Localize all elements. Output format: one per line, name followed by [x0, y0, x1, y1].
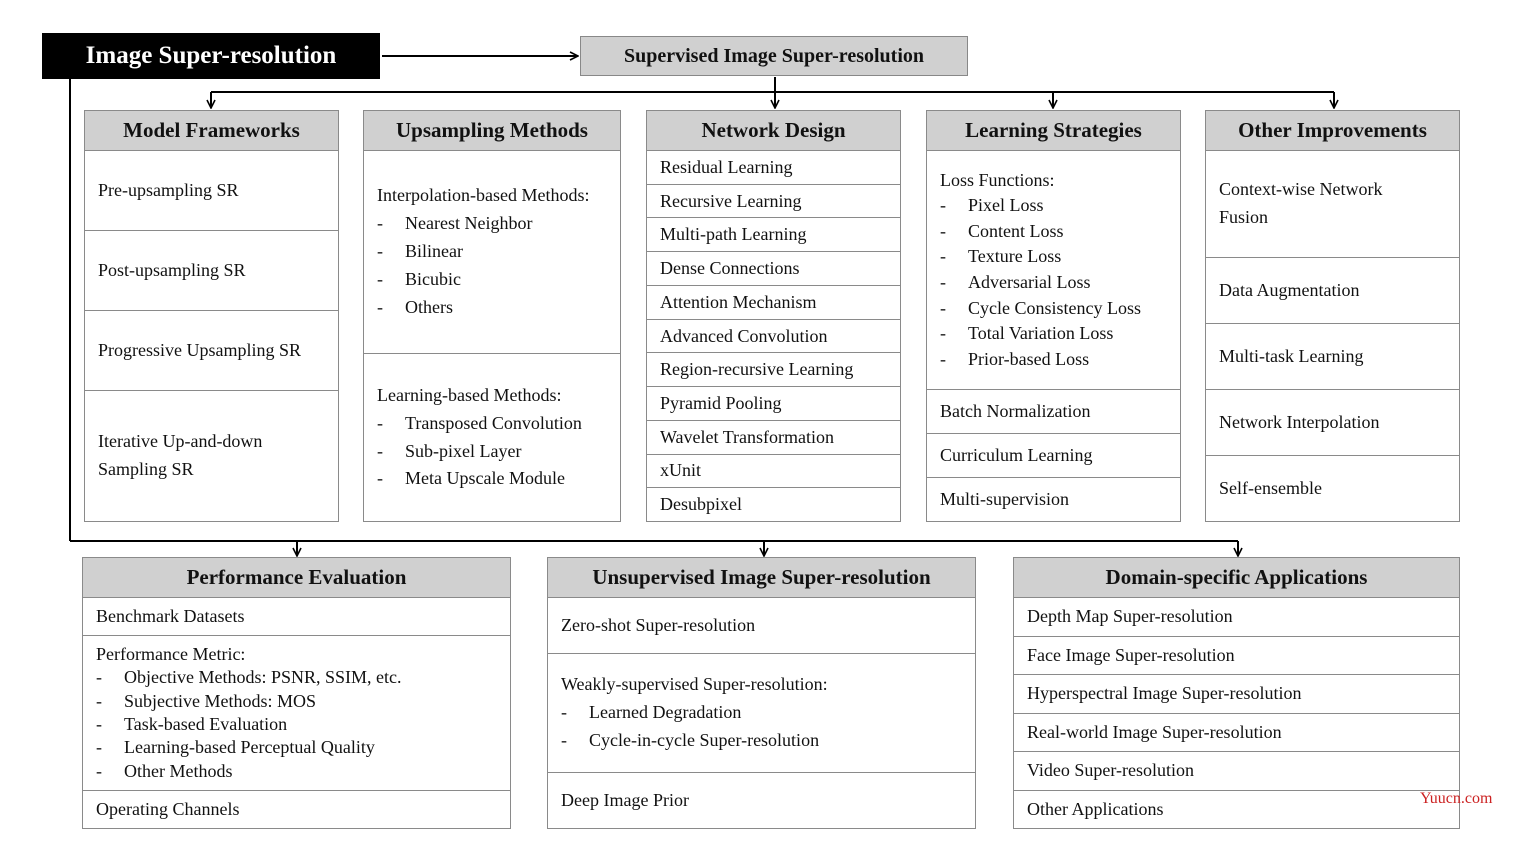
list-item — [1014, 675, 1459, 714]
supervised-title: Supervised Image Super-resolution — [623, 44, 925, 67]
dash-glyph: - — [96, 690, 102, 711]
list-item — [1206, 258, 1459, 324]
list-item — [647, 488, 900, 521]
item-label: Pixel Loss — [968, 195, 1044, 216]
list-item — [548, 654, 975, 773]
bullet-item — [96, 760, 510, 783]
dash-glyph: - — [940, 272, 946, 292]
item-label: Objective Methods: PSNR, SSIM, etc. — [124, 667, 402, 688]
panel-header: Performance Evaluation — [83, 558, 510, 598]
item-label: Face Image Super-resolution — [1027, 644, 1235, 665]
list-item — [927, 390, 1180, 434]
item-label: Depth Map Super-resolution — [1027, 606, 1233, 627]
dash-glyph: - — [377, 296, 383, 317]
item-label: Zero-shot Super-resolution — [561, 615, 756, 635]
item-label: Recursive Learning — [660, 190, 802, 211]
dash-glyph: - — [96, 714, 102, 734]
item-label: Multi-path Learning — [660, 224, 807, 245]
list-item — [83, 636, 510, 791]
panel-header: Unsupervised Image Super-resolution — [548, 558, 975, 598]
dash-glyph: - — [96, 667, 102, 688]
item-label: Nearest Neighbor — [405, 213, 533, 234]
item-label: Advanced Convolution — [660, 325, 828, 346]
bullet-item — [96, 736, 510, 759]
list-item — [85, 231, 338, 311]
panel-header: Network Design — [647, 111, 900, 151]
list-item — [83, 598, 510, 636]
dash-glyph: - — [940, 297, 946, 318]
bullet-item — [377, 294, 620, 322]
dash-glyph: - — [377, 440, 383, 461]
item-label: Learned Degradation — [589, 702, 742, 723]
list-item — [1014, 598, 1459, 637]
item-label: Cycle-in-cycle Super-resolution — [589, 729, 820, 750]
list-item — [1014, 714, 1459, 753]
list-item — [1206, 390, 1459, 456]
dash-glyph: - — [377, 268, 383, 289]
item-label: Dense Connections — [660, 258, 800, 279]
dash-glyph: - — [96, 760, 102, 781]
item-label: Cycle Consistency Loss — [968, 297, 1141, 318]
item-label: Content Loss — [968, 220, 1064, 241]
watermark: Yuucn.com — [1420, 790, 1493, 807]
item-label: Post-upsampling SR — [98, 260, 246, 280]
item-label: Prior-based Loss — [968, 348, 1090, 369]
item-label: Wavelet Transformation — [660, 426, 835, 447]
item-label: Transposed Convolution — [405, 412, 582, 433]
dash-glyph: - — [940, 195, 946, 216]
list-item — [647, 252, 900, 286]
dash-glyph: - — [940, 323, 946, 344]
dash-glyph: - — [561, 729, 567, 750]
item-label: Bilinear — [405, 241, 463, 262]
bullet-item — [940, 270, 1180, 296]
dash-glyph: - — [377, 241, 383, 262]
panel-header: Model Frameworks — [85, 111, 338, 151]
list-item — [1014, 791, 1459, 829]
item-label: Pyramid Pooling — [660, 393, 782, 413]
item-label: Learning-based Perceptual Quality — [124, 737, 375, 758]
item-label: Multi-task Learning — [1219, 346, 1364, 366]
dash-glyph: - — [377, 213, 383, 234]
list-item — [85, 151, 338, 231]
supervised-node — [580, 36, 968, 76]
item-label: xUnit — [660, 460, 702, 481]
panel-header: Learning Strategies — [927, 111, 1180, 151]
group-heading: Learning-based Methods: — [377, 384, 562, 405]
item-label: Network Interpolation — [1219, 412, 1380, 432]
item-label: Meta Upscale Module — [405, 468, 565, 489]
list-item — [927, 434, 1180, 478]
group-heading: Interpolation-based Methods: — [377, 185, 590, 206]
list-item — [85, 311, 338, 391]
learning-strategies-panel — [926, 110, 1181, 522]
group-heading: Performance Metric: — [96, 643, 246, 664]
bullet-item — [377, 210, 620, 238]
item-label: Texture Loss — [968, 246, 1062, 267]
bullet-item — [377, 438, 620, 466]
list-item — [647, 455, 900, 489]
item-label: Data Augmentation — [1219, 280, 1360, 300]
bullet-item — [96, 666, 510, 689]
list-item — [927, 478, 1180, 521]
dash-glyph: - — [96, 737, 102, 758]
bullet-item — [377, 266, 620, 294]
item-label: Others — [405, 296, 453, 317]
item-label: Adversarial Loss — [968, 272, 1091, 292]
list-item — [1206, 151, 1459, 258]
bullet-item — [96, 713, 510, 736]
item-label: Hyperspectral Image Super-resolution — [1027, 683, 1302, 704]
list-item — [647, 151, 900, 185]
bullet-item — [377, 238, 620, 266]
item-label: Operating Channels — [96, 799, 240, 819]
list-item — [927, 151, 1180, 390]
list-item — [548, 773, 975, 828]
bullet-item — [96, 690, 510, 713]
item-label: Self-ensemble — [1219, 478, 1322, 498]
list-item — [85, 391, 338, 521]
list-item — [647, 320, 900, 354]
item-label: Pre-upsampling SR — [98, 180, 239, 200]
dash-glyph: - — [940, 220, 946, 241]
list-item — [1206, 456, 1459, 521]
bullet-item — [940, 321, 1180, 347]
dash-glyph: - — [940, 246, 946, 267]
root-node — [42, 33, 380, 79]
item-label: Total Variation Loss — [968, 323, 1114, 344]
bullet-item — [377, 465, 620, 493]
item-label: Task-based Evaluation — [124, 714, 288, 734]
item-label: Video Super-resolution — [1027, 760, 1195, 781]
list-item — [647, 286, 900, 320]
dash-glyph: - — [561, 702, 567, 723]
list-item — [364, 354, 620, 521]
item-label: Benchmark Datasets — [96, 606, 245, 626]
dash-glyph: - — [940, 348, 946, 369]
bullet-item — [940, 347, 1180, 373]
item-label: Bicubic — [405, 268, 461, 289]
bullet-item — [940, 296, 1180, 322]
item-label: Iterative Up-and-down — [98, 431, 263, 452]
list-item — [647, 353, 900, 387]
list-item — [364, 151, 620, 354]
list-item — [1014, 637, 1459, 676]
bullet-item — [377, 410, 620, 438]
item-label: Multi-supervision — [940, 489, 1069, 509]
bullet-item — [561, 727, 975, 755]
list-item — [1014, 752, 1459, 791]
item-label: Attention Mechanism — [660, 291, 817, 312]
list-item — [83, 791, 510, 828]
network-design-panel — [646, 110, 901, 522]
item-label: Real-world Image Super-resolution — [1027, 721, 1282, 742]
item-label: Sub-pixel Layer — [405, 440, 522, 461]
panel-header: Upsampling Methods — [364, 111, 620, 151]
list-item — [647, 218, 900, 252]
domain-specific-panel — [1013, 557, 1460, 829]
panel-header: Other Improvements — [1206, 111, 1459, 151]
root-title: Image Super-resolution — [85, 42, 337, 69]
item-label: Residual Learning — [660, 156, 793, 177]
item-label: Batch Normalization — [940, 401, 1091, 421]
other-improvements-panel — [1205, 110, 1460, 522]
item-label: Desubpixel — [660, 494, 742, 515]
performance-evaluation-panel — [82, 557, 511, 829]
group-heading: Loss Functions: — [940, 169, 1055, 190]
panel-header: Domain-specific Applications — [1014, 558, 1459, 598]
item-label: Sampling SR — [98, 459, 194, 479]
list-item — [1206, 324, 1459, 390]
item-label: Fusion — [1219, 207, 1269, 227]
item-label: Subjective Methods: MOS — [124, 690, 316, 711]
list-item — [647, 421, 900, 455]
upsampling-methods-panel — [363, 110, 621, 522]
model-frameworks-panel — [84, 110, 339, 522]
item-label: Curriculum Learning — [940, 445, 1093, 465]
dash-glyph: - — [377, 468, 383, 489]
bullet-item — [940, 193, 1180, 219]
bullet-item — [940, 219, 1180, 245]
item-label: Deep Image Prior — [561, 790, 689, 810]
bullet-item — [561, 699, 975, 727]
bullet-item — [940, 244, 1180, 270]
item-label: Region-recursive Learning — [660, 359, 854, 380]
item-label: Other Applications — [1027, 798, 1164, 819]
item-label: Progressive Upsampling SR — [98, 340, 302, 360]
list-item — [548, 598, 975, 654]
dash-glyph: - — [377, 412, 383, 433]
item-label: Other Methods — [124, 760, 233, 781]
item-label: Context-wise Network — [1219, 179, 1383, 200]
group-heading: Weakly-supervised Super-resolution: — [561, 674, 828, 695]
list-item — [647, 387, 900, 421]
list-item — [647, 185, 900, 219]
unsupervised-panel — [547, 557, 976, 829]
